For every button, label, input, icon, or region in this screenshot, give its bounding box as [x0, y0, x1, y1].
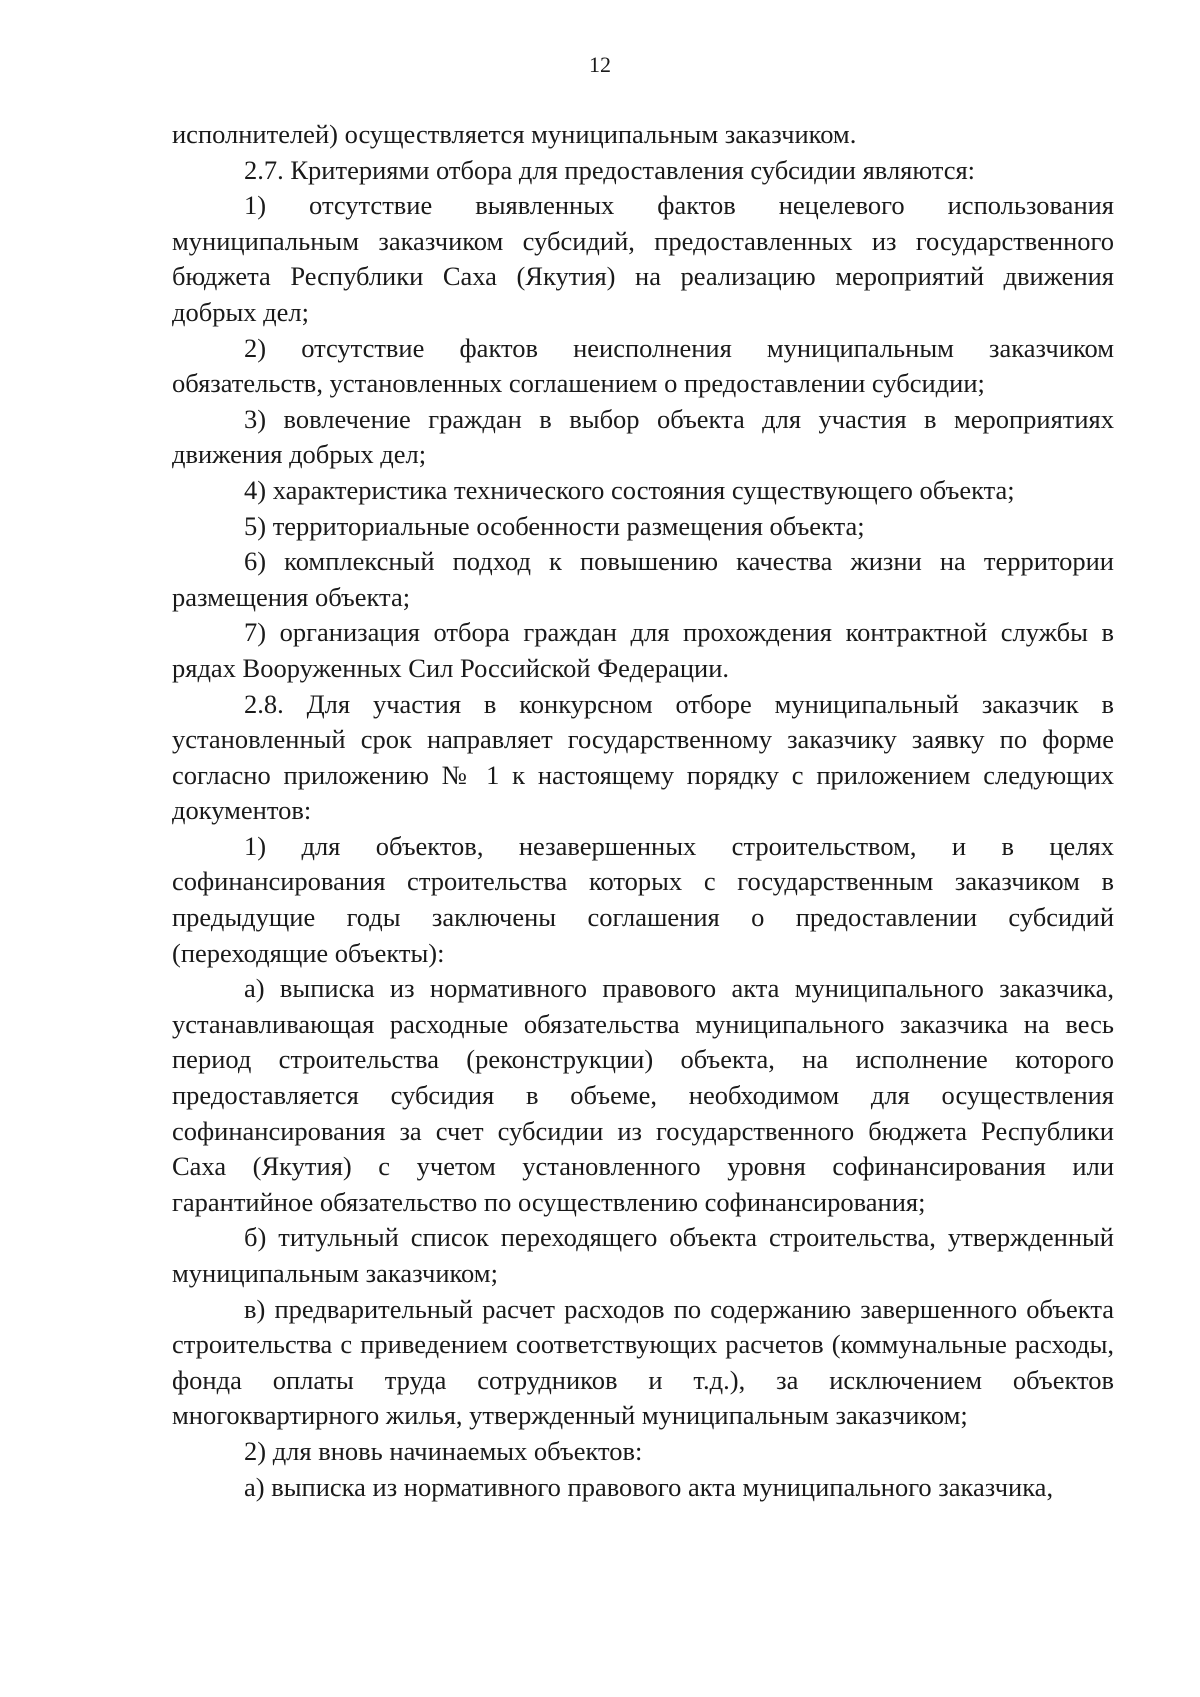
- document-body: [172, 117, 1114, 1505]
- item-1-ongoing-objects: 1) для объектов, незавершенных строительством, и в целях софинансирования строительства которых с государственным заказчиком в предыдущие годы заключены соглашения о предоставлении субсидий (переходящие объекты):: [172, 830, 1114, 968]
- criterion-2: 2) отсутствие фактов неисполнения муниципальным заказчиком обязательств, установленных соглашением о предоставлении субсидии;: [172, 332, 1114, 399]
- paragraph-2-7-heading: 2.7. Критериями отбора для предоставления субсидии являются:: [244, 154, 976, 185]
- criterion-6: 6) комплексный подход к повышению качества жизни на территории размещения объекта;: [172, 546, 1114, 612]
- paragraph-2-8: 2.8. Для участия в конкурсном отборе муниципальный заказчик в установленный срок направляет государственному заказчику заявку по форме согласно приложению № 1 к настоящему порядку с приложением следующих документов:: [172, 688, 1114, 826]
- criterion-7: 7) организация отбора граждан для прохождения контрактной службы в рядах Вооруженных Сил Российской Федерации.: [172, 617, 1114, 683]
- criterion-3: 3) вовлечение граждан в выбор объекта для участия в мероприятиях движения добрых дел;: [172, 403, 1114, 470]
- criterion-4: 4) характеристика технического состояния существующего объекта;: [244, 474, 1015, 505]
- subitem-v: в) предварительный расчет расходов по содержанию завершенного объекта строительства с приведением соответствующих расчетов (коммунальные расходы, фонда оплаты труда сотрудников и т.д.), за исключением объектов многоквартирного жилья, утвержденный муниципальным заказчиком;: [172, 1293, 1114, 1431]
- subitem-b: б) титульный список переходящего объекта строительства, утвержденный муниципальным заказчиком;: [172, 1222, 1114, 1288]
- item-2-new-objects: 2) для вновь начинаемых объектов:: [244, 1435, 643, 1466]
- page-number: 12: [589, 52, 611, 77]
- criterion-1: 1) отсутствие выявленных фактов нецелевого использования муниципальным заказчиком субсидий, предоставленных из государственного бюджета Республики Саха (Якутия) на реализацию мероприятий движения добрых дел;: [172, 190, 1114, 327]
- subitem-a-new: а) выписка из нормативного правового акта муниципального заказчика,: [244, 1471, 1054, 1502]
- subitem-a: а) выписка из нормативного правового акта муниципального заказчика, устанавливающая расходные обязательства муниципального заказчика на весь период строительства (реконструкции) объекта, на исполнение которого предоставляется субсидия в объеме, необходимом для осуществления софинансирования за счет субсидии из государственного бюджета Республики Саха (Якутия) с учетом установленного уровня софинансирования или гарантийное обязательство по осуществлению софинансирования;: [172, 973, 1114, 1217]
- criterion-5: 5) территориальные особенности размещения объекта;: [244, 510, 865, 541]
- paragraph-continuation: исполнителей) осуществляется муниципальным заказчиком.: [172, 119, 857, 149]
